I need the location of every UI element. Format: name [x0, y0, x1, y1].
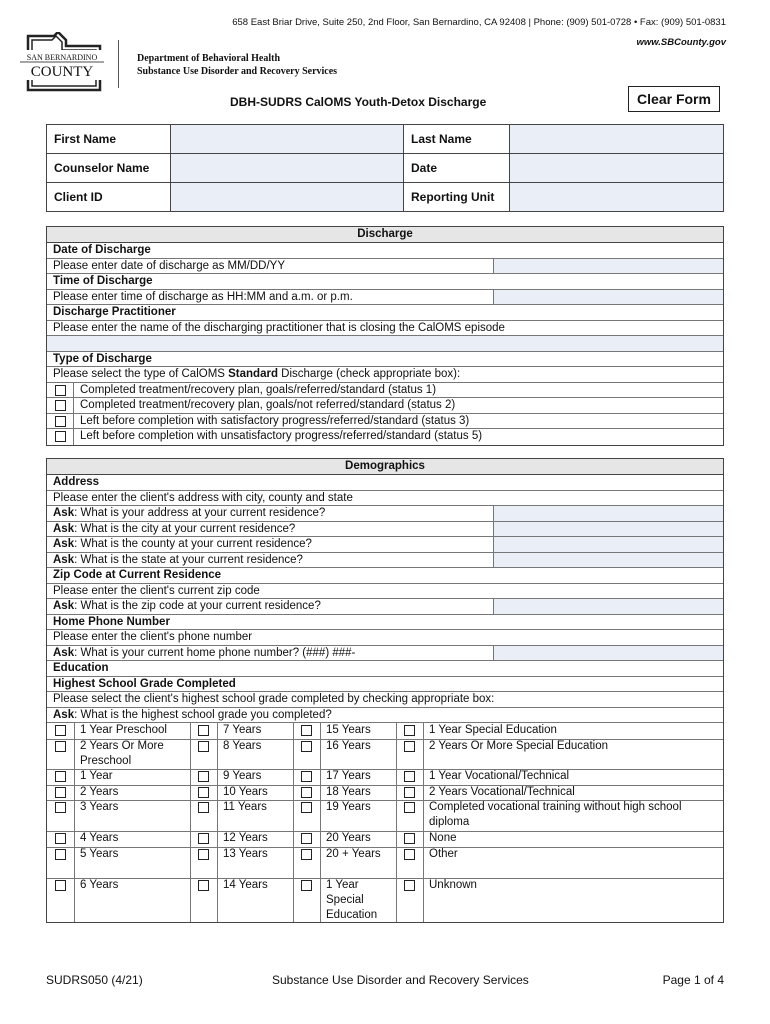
zip-prompt: Please enter the client's current zip code [47, 584, 723, 600]
grade-option-label: 20 Years [326, 832, 371, 844]
grade-option-label: 10 Years [223, 785, 268, 798]
address-question-row [47, 506, 723, 522]
grid-divider [217, 723, 218, 922]
header-website: www.SBCounty.gov [636, 37, 726, 48]
date-of-discharge-row [47, 259, 723, 275]
form-title: DBH-SUDRS CalOMS Youth-Detox Discharge [230, 95, 487, 109]
discharge-heading: Discharge [47, 227, 723, 243]
grade-option-label: 2 Years [80, 785, 119, 798]
time-of-discharge-field[interactable] [494, 290, 723, 305]
county-field[interactable] [494, 537, 723, 552]
type-prompt-bold: Standard [228, 368, 278, 380]
grid-divider [320, 723, 321, 922]
discharge-option-3-checkbox[interactable] [55, 416, 66, 427]
client-info-table [46, 124, 724, 212]
first-name-label: First Name [47, 125, 171, 154]
zip-field[interactable] [494, 599, 723, 614]
grade-option-label: 17 Years [326, 770, 371, 782]
grade-option-label: 11 Years [223, 801, 267, 813]
grade-option-label: 15 Years [326, 724, 371, 736]
client-id-field[interactable] [171, 183, 404, 212]
grade-checkbox[interactable] [404, 787, 415, 798]
grade-checkbox[interactable] [198, 880, 209, 891]
grade-checkbox[interactable] [55, 880, 66, 891]
grade-checkbox[interactable] [198, 833, 209, 844]
last-name-label: Last Name [404, 125, 510, 154]
discharge-option-3-label: Left before completion with satisfactory progress/referred/standard (status 3) [80, 414, 470, 427]
grade-option-label: 4 Years [80, 832, 119, 844]
zip-title: Zip Code at Current Residence [47, 568, 723, 584]
practitioner-prompt: Please enter the name of the discharging practitioner that is closing the CalOMS episode [47, 321, 723, 337]
ask-label: Ask [53, 553, 75, 566]
time-of-discharge-prompt: Please enter time of discharge as HH:MM and a.m. or p.m. [53, 290, 353, 303]
header-divider [118, 40, 119, 88]
grade-option-label: 1 Year Preschool [80, 724, 167, 736]
page-number: Page 1 of 4 [662, 973, 724, 987]
type-prompt-after: Discharge (check appropriate box): [277, 368, 461, 380]
grade-checkbox[interactable] [55, 771, 66, 782]
grade-option-label: 9 Years [223, 770, 262, 782]
grade-option-label: 8 Years [223, 739, 262, 752]
practitioner-field[interactable] [47, 336, 723, 352]
grade-option-label: 2 Years Or More Special Education [429, 739, 608, 752]
date-of-discharge-title: Date of Discharge [47, 243, 723, 259]
grade-checkbox[interactable] [198, 741, 209, 752]
discharge-option-row [47, 414, 723, 430]
grade-checkbox[interactable] [198, 802, 209, 813]
discharge-option-4-label: Left before completion with unsatisfactory progress/referred/standard (status 5) [80, 430, 483, 442]
grade-option-label: 20 + Years [326, 847, 381, 860]
grade-option-label: 7 Years [223, 724, 262, 736]
logo-bottom-text: COUNTY [30, 64, 94, 80]
grade-prompt: Please select the client's highest school grade completed by checking appropriate box: [47, 692, 723, 708]
grade-option-label: 1 Year [80, 770, 113, 782]
discharge-option-1-checkbox[interactable] [55, 385, 66, 396]
grade-option-label: 1 Year Special Education [326, 878, 378, 921]
grade-checkbox[interactable] [404, 880, 415, 891]
county-logo [14, 32, 110, 94]
form-number: SUDRS050 (4/21) [46, 973, 143, 987]
grade-checkbox[interactable] [301, 771, 312, 782]
address-question: : What is your address at your current residence? [74, 507, 326, 519]
department-name [137, 52, 337, 78]
grade-checkbox[interactable] [301, 725, 312, 736]
grade-checkbox[interactable] [55, 833, 66, 844]
demographics-section [46, 458, 724, 923]
state-question: : What is the state at your current residence? [74, 553, 303, 566]
grade-option-label: Unknown [429, 878, 477, 891]
reporting-unit-field[interactable] [510, 183, 724, 212]
type-of-discharge-title: Type of Discharge [47, 352, 723, 368]
grade-option-label: 1 Year Vocational/Technical [429, 770, 570, 782]
grade-option-label: None [429, 832, 457, 844]
ask-label: Ask [53, 600, 75, 612]
address-title: Address [47, 475, 723, 491]
discharge-option-2-label: Completed treatment/recovery plan, goals/not referred/standard (status 2) [80, 399, 456, 411]
grade-checkbox[interactable] [55, 741, 66, 752]
grade-option-label: 18 Years [326, 785, 371, 798]
clear-form-button[interactable]: Clear Form [628, 86, 720, 112]
grade-option-label: 5 Years [80, 847, 119, 860]
grade-checkbox[interactable] [301, 833, 312, 844]
reporting-unit-label: Reporting Unit [404, 183, 510, 212]
county-question-row [47, 537, 723, 553]
grade-checkbox[interactable] [198, 771, 209, 782]
logo-top-text: SAN BERNARDINO [26, 53, 98, 62]
ask-label: Ask [53, 708, 75, 721]
grade-checkbox[interactable] [404, 771, 415, 782]
grade-checkbox[interactable] [301, 787, 312, 798]
client-id-label: Client ID [47, 183, 171, 212]
footer-department: Substance Use Disorder and Recovery Services [272, 973, 529, 987]
phone-field[interactable] [494, 646, 723, 661]
date-of-discharge-field[interactable] [494, 259, 723, 274]
grade-checkbox[interactable] [301, 880, 312, 891]
address-prompt: Please enter the client's address with city, county and state [47, 491, 723, 507]
grade-checkbox[interactable] [404, 741, 415, 752]
grade-checkbox[interactable] [198, 787, 209, 798]
state-question-row [47, 553, 723, 569]
grade-option-label: 14 Years [223, 878, 268, 891]
grade-checkbox[interactable] [55, 787, 66, 798]
city-question: : What is the city at your current residence? [74, 522, 296, 535]
grade-checkbox[interactable] [404, 725, 415, 736]
grade-question-row [47, 708, 723, 724]
discharge-option-row [47, 383, 723, 399]
counselor-name-label: Counselor Name [47, 154, 171, 183]
grid-divider [293, 723, 294, 922]
grade-checkbox[interactable] [301, 802, 312, 813]
grade-checkbox[interactable] [198, 849, 209, 860]
grade-option-label: 2 Years Vocational/Technical [429, 785, 575, 798]
zip-question-row [47, 599, 723, 615]
grade-checkbox[interactable] [198, 725, 209, 736]
counselor-name-field[interactable] [171, 154, 404, 183]
grade-checkbox-grid [47, 723, 723, 922]
time-of-discharge-title: Time of Discharge [47, 274, 723, 290]
county-question: : What is the county at your current residence? [74, 538, 312, 550]
ask-label: Ask [53, 522, 75, 535]
type-of-discharge-prompt [47, 367, 723, 383]
demographics-heading: Demographics [47, 459, 723, 475]
grade-option-label: Completed vocational training without high school diploma [429, 801, 682, 828]
grade-checkbox[interactable] [404, 833, 415, 844]
city-field[interactable] [494, 522, 723, 537]
grade-option-label: 3 Years [80, 801, 119, 813]
phone-prompt: Please enter the client's phone number [47, 630, 723, 646]
date-field[interactable] [510, 154, 724, 183]
education-title: Education [47, 661, 723, 677]
discharge-option-1-label: Completed treatment/recovery plan, goals/referred/standard (status 1) [80, 383, 437, 396]
date-of-discharge-prompt: Please enter date of discharge as MM/DD/YY [53, 259, 286, 272]
city-question-row [47, 522, 723, 538]
discharge-option-row [47, 398, 723, 414]
grade-checkbox[interactable] [301, 849, 312, 860]
grid-divider [190, 723, 191, 922]
phone-question: : What is your current home phone number? (###) ###- [74, 646, 356, 659]
grade-checkbox[interactable] [55, 802, 66, 813]
grade-checkbox[interactable] [301, 741, 312, 752]
phone-title: Home Phone Number [47, 615, 723, 631]
discharge-section [46, 226, 724, 446]
grade-checkbox[interactable] [404, 849, 415, 860]
dept-line-2: Substance Use Disorder and Recovery Services [137, 66, 338, 77]
discharge-option-2-checkbox[interactable] [55, 400, 66, 411]
grid-divider [74, 723, 75, 922]
discharge-option-4-checkbox[interactable] [55, 431, 66, 442]
practitioner-title: Discharge Practitioner [47, 305, 723, 321]
grade-option-label: 19 Years [326, 801, 371, 813]
discharge-option-row [47, 429, 723, 445]
grade-title: Highest School Grade Completed [47, 677, 723, 693]
grade-option-label: 2 Years Or More Preschool [80, 739, 164, 767]
date-label: Date [404, 154, 510, 183]
grade-option-label: Other [429, 847, 458, 860]
grade-question: : What is the highest school grade you completed? [74, 708, 332, 721]
grade-option-label: 13 Years [223, 847, 268, 860]
grade-option-label: 6 Years [80, 878, 119, 891]
phone-question-row [47, 646, 723, 662]
ask-label: Ask [53, 646, 75, 659]
grade-checkbox[interactable] [404, 802, 415, 813]
grade-option-label: 1 Year Special Education [429, 724, 557, 736]
type-prompt-before: Please select the type of CalOMS [53, 368, 229, 380]
grid-divider [396, 723, 397, 922]
grade-checkbox[interactable] [55, 849, 66, 860]
grade-option-label: 12 Years [223, 832, 268, 844]
grid-divider [423, 723, 424, 922]
time-of-discharge-row [47, 290, 723, 306]
header-address: 658 East Briar Drive, Suite 250, 2nd Floor, San Bernardino, CA 92408 | Phone: (909) 501-0728 • Fax: (909) 501-0831 [232, 17, 726, 28]
last-name-field[interactable] [510, 125, 724, 154]
ask-label: Ask [53, 507, 75, 519]
dept-line-1: Department of Behavioral Health [137, 53, 281, 64]
ask-label: Ask [53, 538, 75, 550]
address-field[interactable] [494, 506, 723, 521]
grade-option-label: 16 Years [326, 739, 371, 752]
first-name-field[interactable] [171, 125, 404, 154]
state-field[interactable] [494, 553, 723, 568]
grade-checkbox[interactable] [55, 725, 66, 736]
zip-question: : What is the zip code at your current residence? [74, 600, 321, 612]
